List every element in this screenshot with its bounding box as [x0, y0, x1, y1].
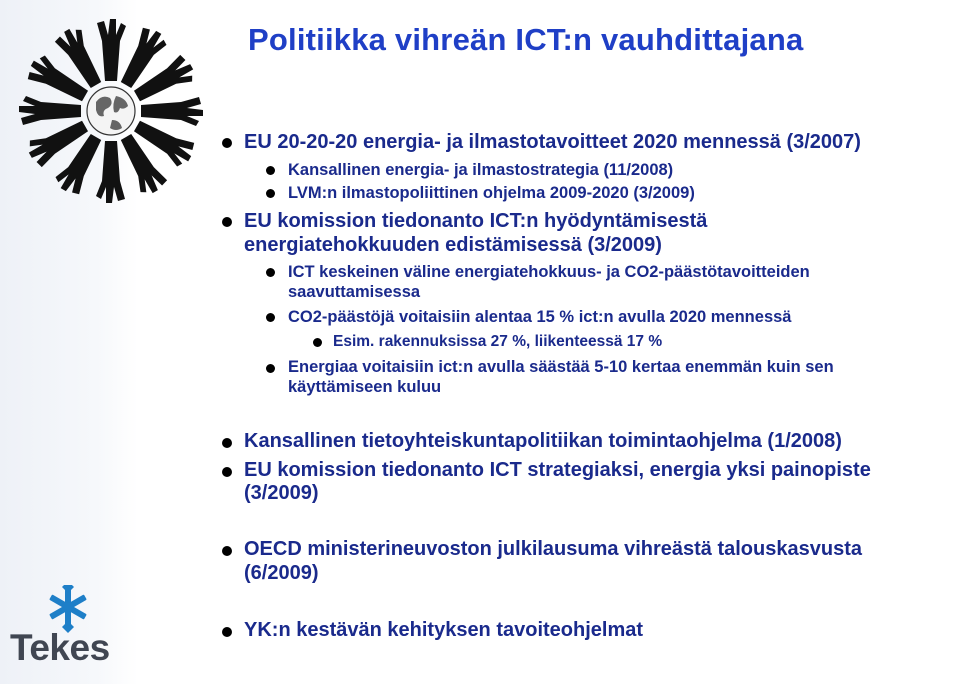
bullet-dot — [222, 627, 232, 637]
bullet-dot — [313, 338, 322, 347]
bullet-item-cont: (3/2009) — [244, 482, 319, 504]
bullet-item: EU 20-20-20 energia- ja ilmastotavoitteet 2020 mennessä (3/2007) — [244, 131, 861, 153]
bullet-item: Kansallinen energia- ja ilmastostrategia (11/2008) — [288, 161, 674, 179]
bullet-item: ICT keskeinen väline energiatehokkuus- ja CO2-päästötavoitteiden — [288, 263, 810, 281]
bullet-item: YK:n kestävän kehityksen tavoiteohjelmat — [244, 619, 644, 641]
hands-globe-image — [16, 16, 206, 206]
bullet-dot — [266, 364, 275, 373]
bullet-item-cont: saavuttamisessa — [288, 283, 421, 301]
bullet-item: Energiaa voitaisiin ict:n avulla säästää 5-10 kertaa enemmän kuin sen — [288, 358, 834, 376]
slide-title: Politiikka vihreän ICT:n vauhdittajana — [248, 22, 804, 57]
bullet-dot — [266, 268, 275, 277]
bullet-dot — [222, 467, 232, 477]
bullet-item: Esim. rakennuksissa 27 %, liikenteessä 17 % — [333, 333, 663, 350]
bullet-dot — [222, 138, 232, 148]
tekes-logo-text: Tekes — [10, 627, 110, 668]
bullet-dot — [266, 189, 275, 198]
bullet-dot — [266, 313, 275, 322]
bullet-dot — [266, 166, 275, 175]
bullet-item-cont: (6/2009) — [244, 562, 319, 584]
bullet-item: Kansallinen tietoyhteiskuntapolitiikan toimintaohjelma (1/2008) — [244, 430, 842, 452]
bullet-dot — [222, 217, 232, 227]
bullet-item: EU komission tiedonanto ICT strategiaksi, energia yksi painopiste — [244, 459, 871, 481]
bullet-item: CO2-päästöjä voitaisiin alentaa 15 % ict:n avulla 2020 mennessä — [288, 308, 792, 326]
bullet-item-cont: energiatehokkuuden edistämisessä (3/2009) — [244, 234, 662, 256]
bullet-item: LVM:n ilmastopoliittinen ohjelma 2009-2020 (3/2009) — [288, 184, 695, 202]
bullet-dot — [222, 546, 232, 556]
bullet-item: EU komission tiedonanto ICT:n hyödyntämisestä — [244, 210, 708, 232]
bullet-item-cont: käyttämiseen kuluu — [288, 378, 442, 396]
bullet-dot — [222, 438, 232, 448]
bullet-item: OECD ministerineuvoston julkilausuma vihreästä talouskasvusta — [244, 538, 862, 560]
